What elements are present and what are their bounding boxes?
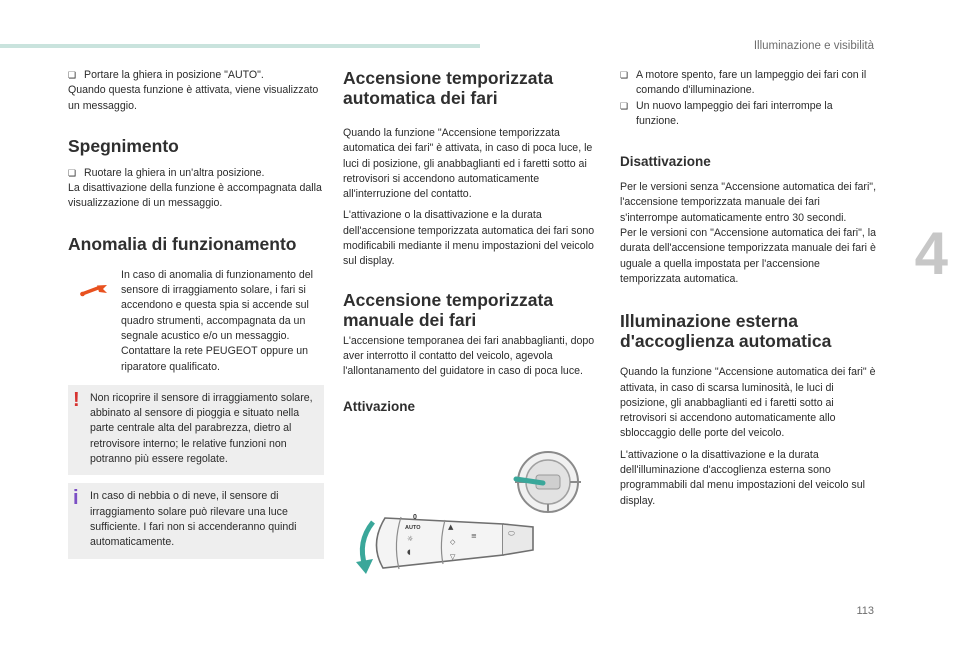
intro-text: Quando questa funzione è attivata, viene visualizzato un messaggio. (68, 84, 319, 112)
light-stalk (376, 514, 533, 569)
heading-anomalia: Anomalia di funzionamento (68, 233, 297, 254)
column-left (68, 68, 324, 559)
page-number: 113 (856, 605, 874, 617)
spegnimento-bullet: ❏ Ruotare la ghiera in un'altra posizione. (68, 166, 324, 181)
disattivazione-text: Per le versioni senza "Accensione automatica dei fari", l'accensione temporizzata manuale dei fari s'interrompe automaticamente entro 30 secondi. (620, 181, 877, 224)
section-title: Illuminazione e visibilità (753, 40, 874, 52)
chapter-number: 4 (914, 220, 948, 287)
right-bullet-1: ❏ A motore spento, fare un lampeggio dei fari con il comando d'illuminazione. (620, 69, 867, 97)
auto-paragraph-2: L'attivazione o la disattivazione e la durata dell'accensione temporizzata automatica dei fari sono modificabili mediante il menu impostazioni del veicolo sul display. (343, 209, 595, 268)
warning-text: Non ricoprire il sensore di irraggiamento solare, abbinato al sensore di pioggia e situato nella parte centrale alta del parabrezza, dietro al retrovisore interno; le relative funzioni non potranno più essere regolate. (90, 391, 313, 466)
anomalia-text: In caso di anomalia di funzionamento del sensore di irraggiamento solare, i fari si accendono e questa spia si accende sul quadro strumenti, accompagnata da un segnale acustico e/o un messaggio. Contattare la rete PEUGEOT oppure un riparatore qualificato. (121, 268, 313, 373)
intro-bullet: ❏ Portare la ghiera in posizione "AUTO". (68, 68, 324, 83)
high-beam-up-icon: ▲ (448, 523, 454, 531)
light-stalk-illustration (343, 448, 603, 583)
heading-spegnimento: Spegnimento (68, 135, 179, 156)
stalk-label-zero: 0 (413, 514, 417, 521)
heading-auto: Accensione temporizzata automatica dei fari (343, 68, 554, 108)
rotate-arrowhead-icon (356, 559, 373, 574)
heading-attivazione: Attivazione (343, 398, 416, 414)
fog-light-icon: ≡ (471, 532, 477, 540)
heading-esterna: Illuminazione esterna d'accoglienza automatica (620, 311, 832, 352)
position-lights-icon: ☼ (407, 535, 414, 543)
square-bullet-icon: ❏ (620, 70, 629, 80)
exclamation-icon: ! (73, 388, 80, 411)
info-text: In caso di nebbia o di neve, il sensore di irraggiamento solare può rilevare una luce sufficiente. I fari non si accenderanno quindi automaticamente. (90, 490, 297, 549)
anomalia-block (68, 268, 324, 375)
square-bullet-icon: ❏ (620, 100, 629, 111)
auto-paragraph-1: Quando la funzione "Accensione temporizzata automatica dei fari" è attivata, in caso di poca luce, le luci di posizione, gli anabbaglianti ed i faretti sotto ai retrovisori si accendono automaticamente all'interruzione del contatto. (343, 127, 593, 201)
heading-manual: Accensione temporizzata manuale dei fari (343, 289, 554, 330)
headlamp-icon: ⬭ (508, 529, 515, 538)
esterna-paragraph-2: L'attivazione o la disattivazione e la durata dell'illuminazione d'accoglienza esterna sono programmabili dal menu impostazioni del veicolo sul display. (620, 448, 865, 507)
info-icon: i (73, 487, 79, 510)
wrench-icon (80, 284, 110, 300)
info-note (68, 483, 324, 558)
disattivazione-text-2: Per le versioni con "Accensione automatica dei fari", la durata dell'accensione temporizzata manuale dei fari è uguale a quella impostata per l'accensione temporizzata automatica. (620, 227, 877, 285)
esterna-paragraph-1: Quando la funzione "Accensione automatica dei fari" è attivata, in caso di scarsa luminosità, le luci di posizione, gli anabbaglianti ed i faretti sotto ai retrovisori si accendono automaticamente allo sbloccaggio delle porte del veicolo. (620, 366, 876, 440)
column-right (620, 68, 876, 509)
column-middle (343, 68, 601, 415)
down-arrow-icon: ▽ (450, 553, 456, 561)
spegnimento-text: La disattivazione della funzione è accompagnata dalla visualizzazione di un messaggio. (68, 182, 322, 210)
low-beam-icon: ◖ (407, 548, 411, 556)
beam-toggle-icon: ◇ (450, 538, 456, 546)
right-bullet-2: ❏ Un nuovo lampeggio dei fari interrompe la funzione. (620, 99, 833, 127)
header-rule (0, 44, 480, 48)
stalk-label-auto: AUTO (405, 525, 421, 531)
warning-note (68, 385, 324, 475)
manual-paragraph-1: L'accensione temporanea dei fari anabbaglianti, dopo aver interrotto il contatto del veicolo, agevola l'allontanamento del guidatore in caso di poca luce. (343, 334, 595, 378)
square-bullet-icon: ❏ (68, 167, 77, 178)
steering-wheel-icon (515, 452, 581, 512)
square-bullet-icon: ❏ (68, 70, 77, 80)
heading-disattivazione: Disattivazione (620, 154, 711, 170)
